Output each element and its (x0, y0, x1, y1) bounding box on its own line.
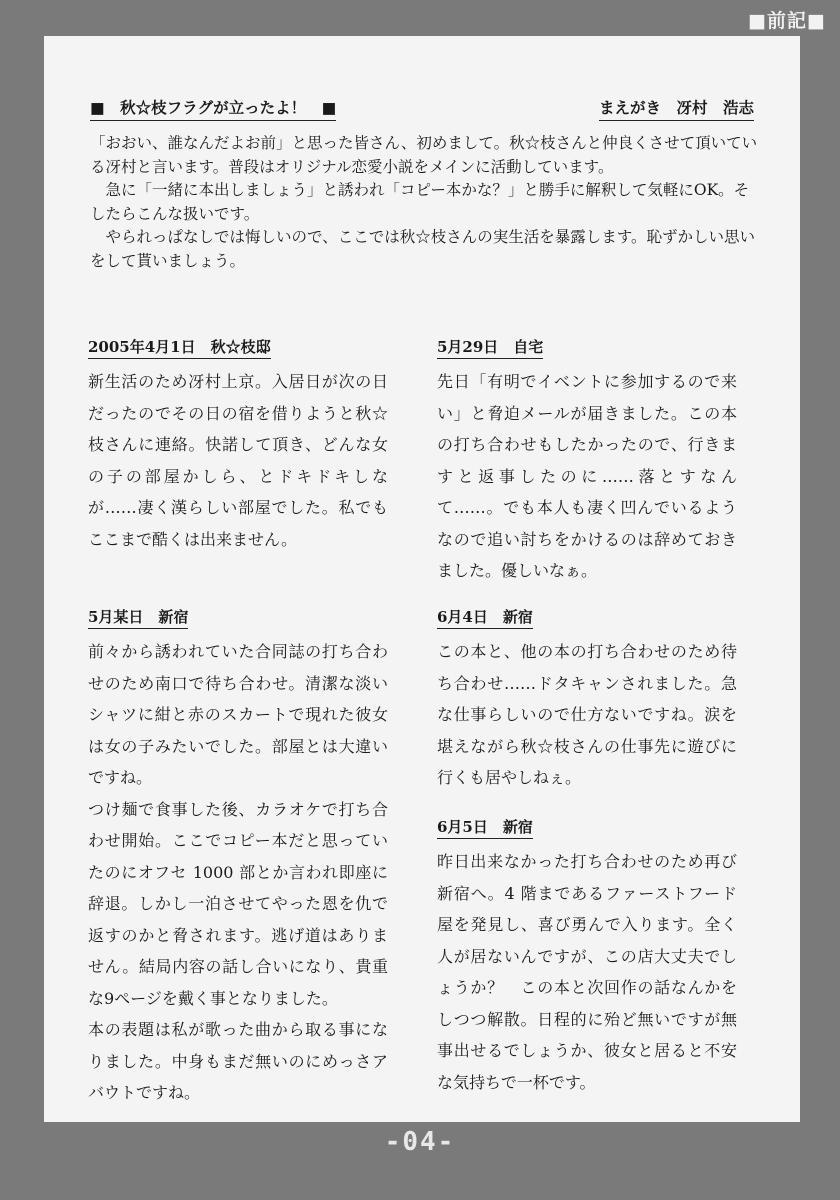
intro-paragraph: 「おおい、誰なんだよお前」と思った皆さん、初めまして。秋☆枝さんと仲良くさせて頂いている冴村と言います。普段はオリジナル恋愛小説をメインに活動しています。 (90, 134, 758, 176)
entry-heading: 2005年4月1日 秋☆枝邸 (88, 336, 271, 359)
diary-entry (437, 336, 737, 587)
article-title: ■ 秋☆枝フラグが立ったよ！ ■ (90, 96, 336, 121)
intro-text (90, 132, 760, 273)
page (44, 36, 800, 1122)
entry-heading: 5月29日 自宅 (437, 336, 543, 359)
entry-heading: 6月5日 新宿 (437, 816, 533, 839)
diary-entry (88, 606, 388, 1109)
entry-text: 昨日出来なかった打ち合わせのため再び新宿へ。4 階まであるファーストフード屋を発見し、喜び勇んで入ります。全く人が居ないんですが、この店大丈夫でしょうか？ この本と次回作の話なんかをしつつ解散。日程的に殆ど無いですが無事出せるでしょうか、彼女と居ると不安な気持ちで一杯です。 (437, 852, 737, 1092)
entry-text: この本と、他の本の打ち合わせのため待ち合わせ……ドタキャンされました。急な仕事らしいので仕方ないですね。涙を堪えながら秋☆枝さんの仕事先に遊びに行くも居やしねぇ。 (437, 642, 737, 787)
entry-heading: 5月某日 新宿 (88, 606, 188, 629)
entry-text: 先日「有明でイベントに参加するので来い」と脅迫メールが届きました。この本の打ち合わせもしたかったので、行きますと返事したのに……落とすなんて……。でも本人も凄く凹んでいるようなので追い討ちをかけるのは辞めておきました。優しいなぁ。 (437, 372, 737, 580)
page-number: -04- (384, 1127, 456, 1157)
diary-entry (88, 336, 388, 555)
entry-text: 前々から誘われていた合同誌の打ち合わせのため南口で待ち合わせ。清潔な淡いシャツに紺と赤のスカートで現れた彼女は女の子みたいでした。部屋とは大違いですね。 (88, 642, 388, 787)
entry-text: 本の表題は私が歌った曲から取る事になりました。中身もまだ無いのにめっさアバウトですね。 (88, 1020, 388, 1102)
entry-text: つけ麺で食事した後、カラオケで打ち合わせ開始。ここでコピー本だと思っていたのにオフセ 1000 部とか言われ即座に辞退。しかし一泊させてやった恩を仇で返すのかと脅されます。逃げ道はありません。結局内容の話し合いになり、貴重な9ページを戴く事となりました。 (88, 799, 388, 1008)
intro-paragraph: やられっぱなしでは悔しいので、ここでは秋☆枝さんの実生活を暴露します。恥ずかしい思いをして貰いましょう。 (90, 228, 755, 270)
title-row (90, 96, 754, 121)
diary-entry (437, 606, 737, 794)
entry-text: 新生活のため冴村上京。入居日が次の日だったのでその日の宿を借りようと秋☆枝さんに連絡。快諾して頂き、どんな女の子の部屋かしら、とドキドキしなが……凄く漢らしい部屋でした。私でもここまで酷くは出来ません。 (88, 372, 388, 549)
byline: まえがき 冴村 浩志 (599, 96, 754, 121)
intro-paragraph: 急に「一緒に本出しましょう」と誘われ「コピー本かな？」と勝手に解釈して気軽にOK。そしたらこんな扱いです。 (90, 181, 750, 223)
entry-heading: 6月4日 新宿 (437, 606, 533, 629)
diary-entry (437, 816, 737, 1098)
section-label: ■前記■ (748, 10, 826, 32)
